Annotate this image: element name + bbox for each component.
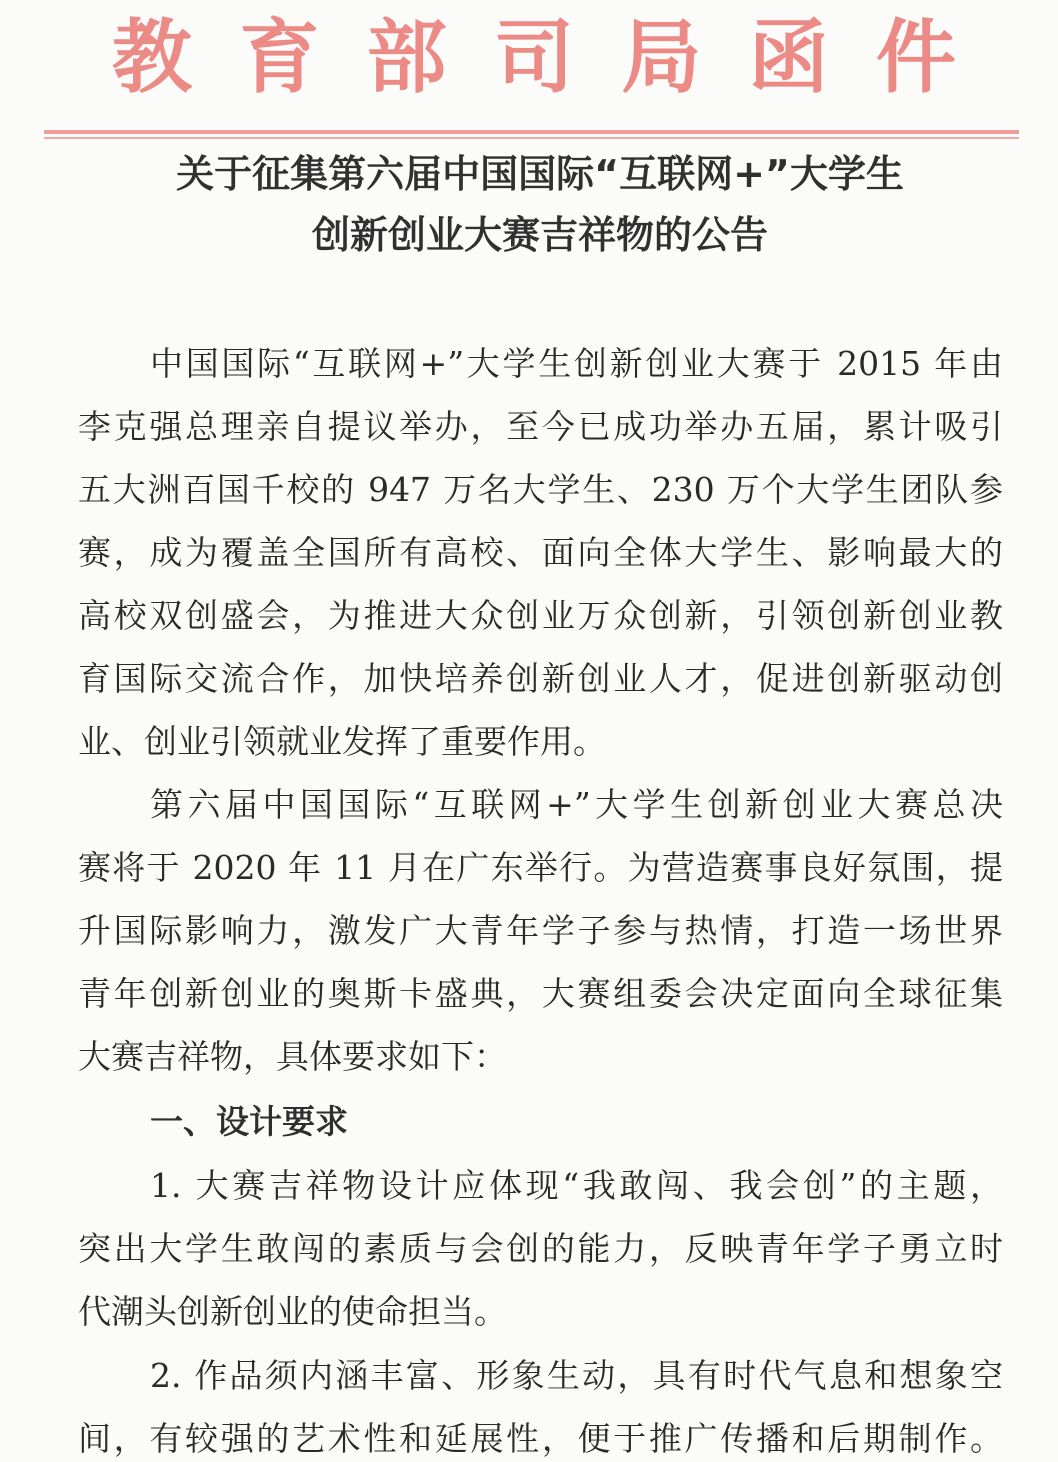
paragraph-line: 中国国际“互联网+”大学生创新创业大赛于 2015 年由 bbox=[150, 344, 1003, 383]
paragraph-line: 业、创业引领就业发挥了重要作用。 bbox=[78, 722, 606, 761]
letterhead-char: 司 bbox=[493, 10, 574, 104]
paragraph-line: 李克强总理亲自提议举办，至今已成功举办五届，累计吸引 bbox=[78, 407, 1003, 446]
letterhead-char: 件 bbox=[875, 10, 956, 104]
paragraph-line: 育国际交流合作，加快培养创新创业人才，促进创新驱动创 bbox=[78, 659, 1003, 698]
notice-title-line-1: 关于征集第六届中国国际“互联网+”大学生 bbox=[176, 152, 904, 196]
paragraph-line: 2. 作品须内涵丰富、形象生动，具有时代气息和想象空 bbox=[150, 1356, 1003, 1395]
paragraph-line: 升国际影响力，激发广大青年学子参与热情，打造一场世界 bbox=[78, 911, 1003, 950]
paragraph-line: 赛，成为覆盖全国所有高校、面向全体大学生、影响最大的 bbox=[78, 533, 1003, 572]
paragraph-line: 青年创新创业的奥斯卡盛典，大赛组委会决定面向全球征集 bbox=[78, 974, 1003, 1013]
paragraph-line: 代潮头创新创业的使命担当。 bbox=[78, 1292, 507, 1331]
paragraph-line: 间，有较强的艺术性和延展性，便于推广传播和后期制作。 bbox=[78, 1419, 1003, 1458]
letterhead-char: 函 bbox=[748, 10, 829, 104]
letterhead-title bbox=[0, 2, 1058, 112]
paragraph-line: 1. 大赛吉祥物设计应体现“我敢闯、我会创”的主题， bbox=[150, 1166, 1003, 1205]
paragraph-line: 突出大学生敢闯的素质与会创的能力，反映青年学子勇立时 bbox=[78, 1229, 1003, 1268]
paragraph-line: 第六届中国国际“互联网+”大学生创新创业大赛总决 bbox=[150, 785, 1003, 824]
section-heading: 一、设计要求 bbox=[150, 1102, 348, 1141]
notice-title-line-2: 创新创业大赛吉祥物的公告 bbox=[311, 213, 768, 257]
paragraph-line: 五大洲百国千校的 947 万名大学生、230 万个大学生团队参 bbox=[78, 470, 1003, 509]
letterhead-divider-thin bbox=[44, 137, 1019, 139]
letterhead-char: 教 bbox=[112, 10, 192, 104]
letterhead-char: 育 bbox=[239, 10, 320, 104]
letterhead-divider-thick bbox=[44, 130, 1019, 134]
paragraph-line: 赛将于 2020 年 11 月在广东举行。为营造赛事良好氛围，提 bbox=[78, 848, 1003, 887]
paragraph-line: 大赛吉祥物，具体要求如下： bbox=[78, 1037, 507, 1076]
letterhead-char: 局 bbox=[621, 10, 702, 104]
paragraph-line: 高校双创盛会，为推进大众创业万众创新，引领创新创业教 bbox=[78, 596, 1003, 635]
letterhead-char: 部 bbox=[366, 10, 447, 104]
